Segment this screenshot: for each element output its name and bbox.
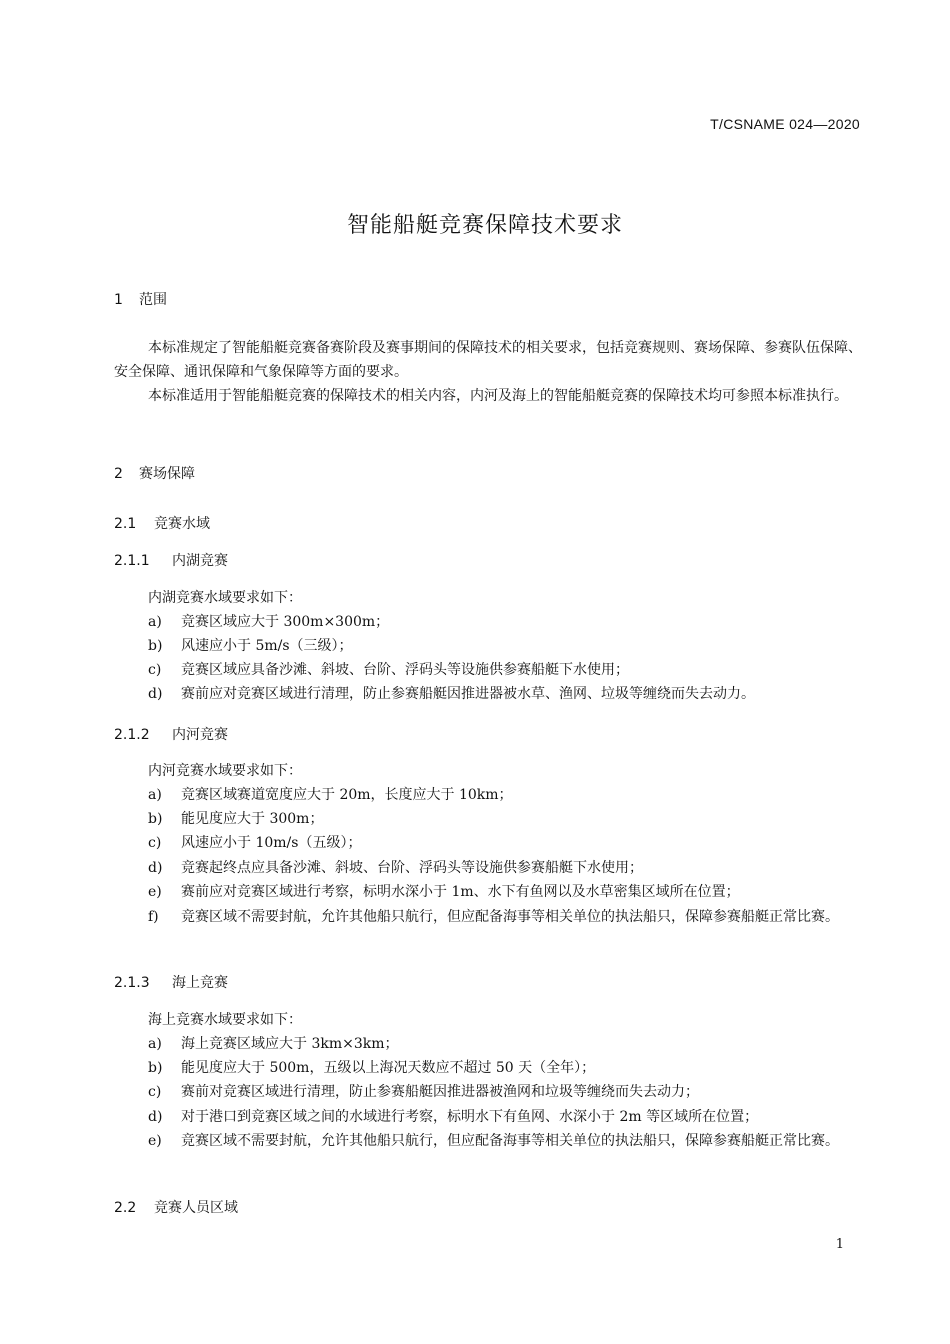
section-title: 范围: [139, 292, 167, 308]
section-title: 竞赛水域: [154, 516, 210, 532]
list-item: [148, 634, 862, 658]
list-item: [148, 1129, 862, 1153]
list-item: [148, 807, 862, 831]
list-text: 竞赛区域应具备沙滩、斜坡、台阶、浮码头等设施供参赛船艇下水使用；: [181, 662, 629, 678]
list-marker: a): [148, 614, 162, 630]
list-item: [148, 905, 862, 929]
list-item: [148, 880, 862, 904]
page-number: 1: [835, 1237, 844, 1252]
list-marker: b): [148, 1060, 163, 1076]
list-intro: 内湖竞赛水域要求如下：: [148, 590, 302, 606]
list-item: [148, 1105, 862, 1129]
section-title: 竞赛人员区域: [154, 1200, 238, 1216]
paragraph-applicability: 本标准适用于智能船艇竞赛的保障技术的相关内容，内河及海上的智能船艇竞赛的保障技术均可参照本标准执行。: [148, 388, 848, 404]
list-marker: c): [148, 1084, 162, 1100]
section-number: 2.1.1: [114, 553, 150, 569]
list-item: [148, 658, 862, 682]
list-text: 赛前对竞赛区域进行清理，防止参赛船艇因推进器被渔网和垃圾等缠绕而失去动力；: [181, 1084, 699, 1100]
section-1-heading: [114, 289, 167, 309]
section-2-1-heading: [114, 513, 210, 533]
list-marker: b): [148, 638, 163, 654]
list-item: [148, 1080, 862, 1104]
list-item: [148, 682, 862, 706]
list-item: [148, 610, 862, 634]
list-text: 竞赛区域赛道宽度应大于 20m，长度应大于 10km；: [181, 787, 513, 803]
section-title: 赛场保障: [139, 466, 195, 482]
list-marker: d): [148, 860, 163, 876]
list-marker: d): [148, 1109, 163, 1125]
list-item: [148, 1032, 862, 1056]
list-item: [148, 1056, 862, 1080]
section-number: 1: [114, 292, 123, 308]
list-marker: a): [148, 1036, 162, 1052]
list-marker: c): [148, 835, 162, 851]
section-2-heading: [114, 463, 195, 483]
list-text: 风速应小于 5m/s（三级）；: [181, 638, 353, 654]
list-marker: e): [148, 1133, 162, 1149]
section-1-body: [114, 336, 862, 408]
list-marker: d): [148, 686, 163, 702]
section-number: 2.1.3: [114, 975, 150, 991]
section-title: 内湖竞赛: [172, 553, 228, 569]
list-marker: f): [148, 909, 159, 925]
list-item: [148, 856, 862, 880]
section-title: 内河竞赛: [172, 727, 228, 743]
list-text: 竞赛起终点应具备沙滩、斜坡、台阶、浮码头等设施供参赛船艇下水使用；: [181, 860, 643, 876]
list-text: 风速应小于 10m/s（五级）；: [181, 835, 362, 851]
list-text: 竞赛区域不需要封航，允许其他船只航行，但应配备海事等相关单位的执法船只，保障参赛船艇正常比赛。: [181, 909, 839, 925]
list-text: 能见度应大于 500m，五级以上海况天数应不超过 50 天（全年）；: [181, 1060, 596, 1076]
list-text: 竞赛区域应大于 300m×300m；: [181, 614, 390, 630]
paragraph-scope: 本标准规定了智能船艇竞赛备赛阶段及赛事期间的保障技术的相关要求，包括竞赛规则、赛场保障、参赛队伍保障、安全保障、通讯保障和气象保障等方面的要求。: [114, 340, 862, 380]
standard-number: T/CSNAME 024—2020: [710, 116, 860, 132]
section-number: 2: [114, 466, 123, 482]
section-title: 海上竞赛: [172, 975, 228, 991]
list-item: [148, 831, 862, 855]
list-text: 赛前应对竞赛区域进行清理，防止参赛船艇因推进器被水草、渔网、垃圾等缠绕而失去动力。: [181, 686, 755, 702]
section-2-2-heading: [114, 1197, 238, 1217]
document-title: 智能船艇竞赛保障技术要求: [346, 213, 623, 238]
section-2-1-2-heading: [114, 724, 228, 744]
section-number: 2.1: [114, 516, 137, 532]
list-text: 对于港口到竞赛区域之间的水域进行考察，标明水下有鱼网、水深小于 2m 等区域所在位置；: [181, 1109, 759, 1125]
section-2-1-3-heading: [114, 972, 228, 992]
list-text: 能见度应大于 300m；: [181, 811, 324, 827]
list-text: 海上竞赛区域应大于 3km×3km；: [181, 1036, 399, 1052]
list-marker: c): [148, 662, 162, 678]
list-item: [148, 783, 862, 807]
section-number: 2.1.2: [114, 727, 150, 743]
list-text: 赛前应对竞赛区域进行考察，标明水深小于 1m、水下有鱼网以及水草密集区域所在位置；: [181, 884, 740, 900]
section-number: 2.2: [114, 1200, 137, 1216]
list-marker: b): [148, 811, 163, 827]
list-intro: 内河竞赛水域要求如下：: [148, 763, 302, 779]
list-marker: a): [148, 787, 162, 803]
section-2-1-1-heading: [114, 550, 228, 570]
list-intro: 海上竞赛水域要求如下：: [148, 1012, 302, 1028]
list-text: 竞赛区域不需要封航，允许其他船只航行，但应配备海事等相关单位的执法船只，保障参赛船艇正常比赛。: [181, 1133, 839, 1149]
list-marker: e): [148, 884, 162, 900]
